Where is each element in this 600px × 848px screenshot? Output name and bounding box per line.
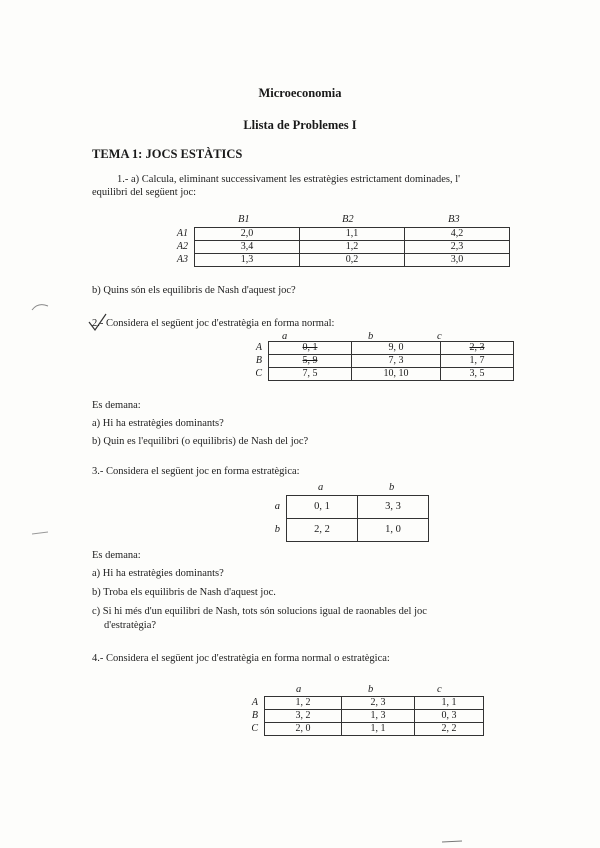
- p3-question-b: b) Troba els equilibris de Nash d'aquest joc.: [92, 587, 276, 598]
- table-row: [220, 697, 484, 710]
- row-label: A1: [176, 228, 188, 239]
- payoff-cell: 9, 0: [352, 342, 441, 355]
- payoff-cell: 1, 2: [265, 697, 342, 710]
- p1-text-line2: equilibri del següent joc:: [92, 187, 197, 198]
- doc-subtitle: Llista de Problemes I: [243, 118, 357, 132]
- p2-payoff-table: [222, 341, 514, 381]
- doc-title: Microeconomia: [258, 86, 342, 100]
- row-label: A: [251, 697, 258, 708]
- payoff-cell: 0, 3: [415, 710, 484, 723]
- payoff-cell: 1,3: [195, 254, 300, 267]
- payoff-cell: 3, 2: [265, 710, 342, 723]
- p2-col-c: c: [437, 331, 442, 342]
- payoff-cell: 2, 3: [441, 342, 514, 355]
- payoff-cell: 7, 5: [269, 368, 352, 381]
- table-row: [254, 496, 429, 519]
- scan-mark-icon: [440, 838, 464, 846]
- table-row: [168, 254, 510, 267]
- p2-question-a: a) Hi ha estratègies dominants?: [92, 418, 224, 429]
- payoff-cell: 0,2: [300, 254, 405, 267]
- p4-col-b: b: [368, 684, 374, 695]
- table-row: [254, 519, 429, 542]
- p3-question-c-line2: d'estratègia?: [104, 620, 157, 631]
- p2-ask: Es demana:: [92, 400, 141, 411]
- p1-payoff-table: [168, 227, 510, 267]
- p2-question-b: b) Quin es l'equilibri (o equilibris) de Nash del joc?: [92, 436, 309, 447]
- payoff-cell: 10, 10: [352, 368, 441, 381]
- row-label: B: [255, 355, 262, 366]
- table-row: [220, 723, 484, 736]
- p3-ask: Es demana:: [92, 550, 141, 561]
- section-heading: TEMA 1: JOCS ESTÀTICS: [92, 147, 243, 161]
- p1-col-b2: B2: [342, 214, 354, 225]
- p4-col-a: a: [296, 684, 302, 695]
- table-row: [222, 355, 514, 368]
- table-row: [222, 342, 514, 355]
- table-row: [168, 228, 510, 241]
- payoff-cell: 1, 0: [358, 519, 429, 542]
- payoff-cell: 3,4: [195, 241, 300, 254]
- payoff-cell: 2,0: [195, 228, 300, 241]
- p2-col-a: a: [282, 331, 288, 342]
- row-label: A: [255, 342, 262, 353]
- row-label: C: [251, 723, 258, 734]
- p4-col-c: c: [437, 684, 442, 695]
- p3-col-a: a: [318, 482, 324, 493]
- scan-mark-icon: [30, 528, 50, 536]
- p4-payoff-table: [220, 696, 484, 736]
- payoff-cell: 0, 1: [287, 496, 358, 519]
- payoff-cell: 1, 1: [415, 697, 484, 710]
- p4-text: 4.- Considera el següent joc d'estratègia en forma normal o estratègica:: [92, 653, 390, 664]
- payoff-cell: 1, 1: [342, 723, 415, 736]
- p3-payoff-table: [254, 495, 429, 542]
- payoff-cell: 3, 5: [441, 368, 514, 381]
- p1-text-line1: 1.- a) Calcula, eliminant successivament les estratègies estrictament dominades, l': [117, 174, 461, 185]
- row-label: A3: [176, 254, 188, 265]
- payoff-cell: 7, 3: [352, 355, 441, 368]
- p3-col-b: b: [389, 482, 395, 493]
- payoff-cell: 0, 1: [269, 342, 352, 355]
- p3-question-a: a) Hi ha estratègies dominants?: [92, 568, 224, 579]
- payoff-cell: 2, 3: [342, 697, 415, 710]
- row-label: b: [274, 524, 280, 535]
- payoff-cell: 3, 3: [358, 496, 429, 519]
- table-row: [168, 241, 510, 254]
- scan-mark-icon: [30, 300, 50, 312]
- row-label: a: [274, 501, 280, 512]
- payoff-cell: 2, 2: [415, 723, 484, 736]
- payoff-cell: 1, 3: [342, 710, 415, 723]
- row-label: C: [255, 368, 262, 379]
- payoff-cell: 1,2: [300, 241, 405, 254]
- payoff-cell: 2, 2: [287, 519, 358, 542]
- p2-text: 2.- Considera el següent joc d'estratègia en forma normal:: [92, 318, 335, 329]
- payoff-cell: 1, 7: [441, 355, 514, 368]
- payoff-cell: 2, 0: [265, 723, 342, 736]
- payoff-cell: 4,2: [405, 228, 510, 241]
- p1-col-b1: B1: [238, 214, 250, 225]
- payoff-cell: 2,3: [405, 241, 510, 254]
- row-label: A2: [176, 241, 188, 252]
- payoff-cell: 5, 9: [269, 355, 352, 368]
- payoff-cell: 1,1: [300, 228, 405, 241]
- table-row: [220, 710, 484, 723]
- table-row: [222, 368, 514, 381]
- p2-col-b: b: [368, 331, 374, 342]
- p3-question-c-line1: c) Si hi més d'un equilibri de Nash, tots són solucions igual de raonables del joc: [92, 606, 427, 617]
- p1-col-b3: B3: [448, 214, 460, 225]
- p3-text: 3.- Considera el següent joc en forma estratègica:: [92, 466, 300, 477]
- p1-question-b: b) Quins són els equilibris de Nash d'aquest joc?: [92, 285, 296, 296]
- payoff-cell: 3,0: [405, 254, 510, 267]
- row-label: B: [251, 710, 258, 721]
